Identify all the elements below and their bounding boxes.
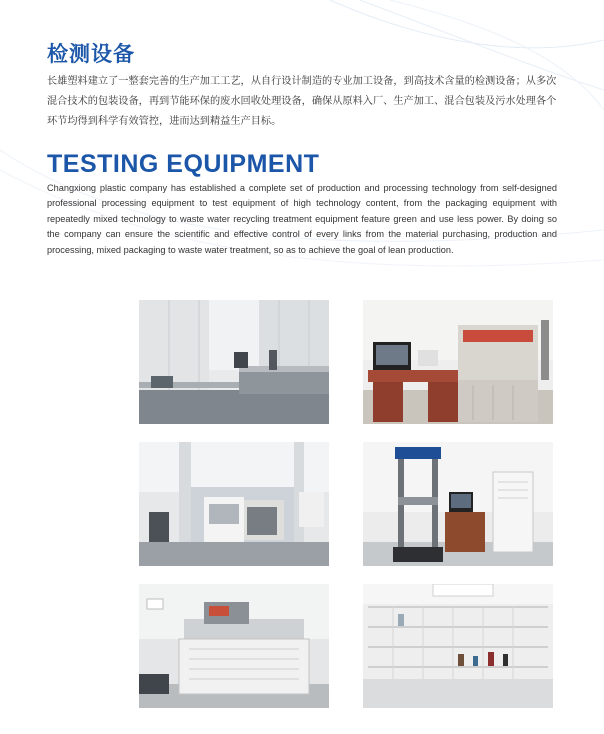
section-body-english: Changxiong plastic company has established a complete set of production and processing technology from self-designed professional processing equipment to test equipment of high technology content, from the packaging equipment with repeatedly mixed technology to waste water recycling treatment equipment feature green and use less power. By doing so the company can ensure the scientific and effective control of every links from the material purchasing, production and processing, mixed packaging to waste water treatment, so as to achieve the goal of lean production.	[47, 183, 557, 255]
laboratory-room-photo	[139, 300, 329, 424]
section-body-chinese: 长雄塑料建立了一整套完善的生产加工工艺，从自行设计制造的专业加工设备，到高技术含量的检测设备；从多次混合技术的包装设备，再到节能环保的废水回收处理设备，确保从原料入厂、生产加工、混合包装及污水处理各个环节均得到科学有效管控，进而达到精益生产目标。	[47, 76, 557, 127]
constant-temperature-bath-photo	[139, 584, 329, 708]
tensile-testing-machine-photo	[363, 442, 553, 566]
fume-hood-oven-photo	[139, 442, 329, 566]
section-title-chinese: 检测设备	[47, 42, 135, 66]
sample-shelving-photo	[363, 584, 553, 708]
section-title-english: TESTING EQUIPMENT	[47, 150, 320, 178]
testing-instrument-desk-photo	[363, 300, 553, 424]
